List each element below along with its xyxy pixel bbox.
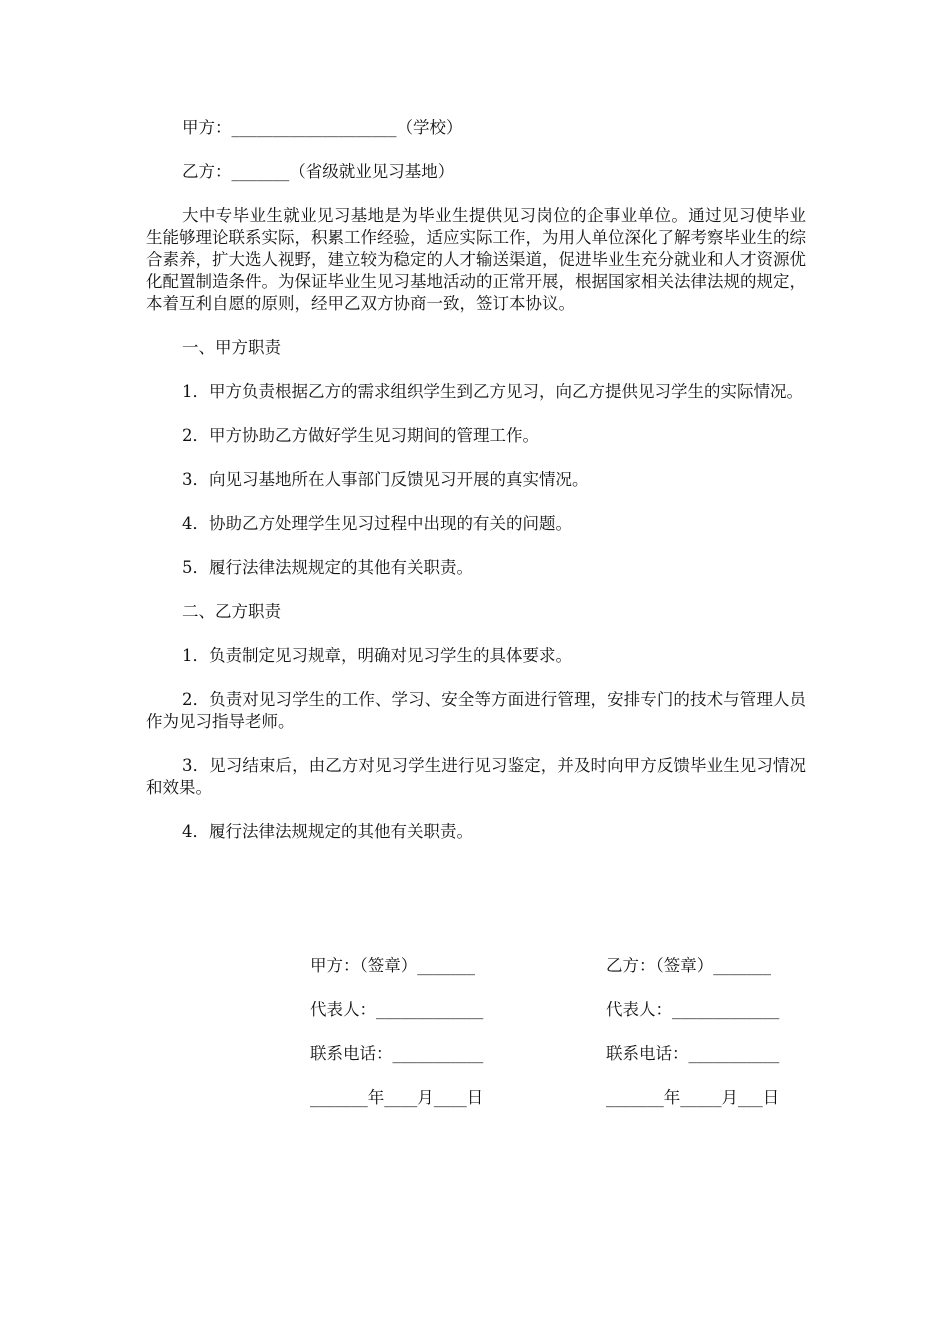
party-b-line: 乙方：_______（省级就业见习基地） — [182, 162, 455, 181]
party-b-representative-field: 代表人：_____________ — [606, 1000, 780, 1019]
party-a-representative-field: 代表人：_____________ — [310, 1000, 484, 1019]
section-a-item: 4．协助乙方处理学生见习过程中出现的有关的问题。 — [182, 514, 572, 533]
intro-paragraph: 大中专毕业生就业见习基地是为毕业生提供见习岗位的企事业单位。通过见习使毕业生能够理论联系实际，积累工作经验，适应实际工作，为用人单位深化了解考察毕业生的综合素养，扩大选人视野，建立较为稳定的人才输送渠道，促进毕业生充分就业和人才资源优化配置制造条件。为保证毕业生见习基地活动的正常开展，根据国家相关法律法规的规定，本着互利自愿的原则，经甲乙双方协商一致，签订本协议。 — [146, 206, 806, 313]
party-b-seal-field: 乙方：（签章）_______ — [606, 956, 771, 975]
signature-block-party-b — [606, 955, 806, 1131]
section-b-item: 2．负责对见习学生的工作、学习、安全等方面进行管理，安排专门的技术与管理人员作为见习指导老师。 — [146, 690, 806, 731]
signature-block-party-a — [310, 955, 510, 1131]
party-a-phone-field: 联系电话：___________ — [310, 1044, 484, 1063]
section-a-item: 1．甲方负责根据乙方的需求组织学生到乙方见习，向乙方提供见习学生的实际情况。 — [182, 382, 803, 401]
section-b-item: 4．履行法律法规规定的其他有关职责。 — [182, 822, 473, 841]
section-a-title: 一、甲方职责 — [182, 338, 281, 357]
party-b-date-field: _______年_____月___日 — [606, 1088, 780, 1107]
party-a-seal-field: 甲方：（签章）_______ — [310, 956, 475, 975]
section-a-item: 2．甲方协助乙方做好学生见习期间的管理工作。 — [182, 426, 539, 445]
section-a-item: 3．向见习基地所在人事部门反馈见习开展的真实情况。 — [182, 470, 589, 489]
document-body — [146, 117, 806, 865]
party-b-phone-field: 联系电话：___________ — [606, 1044, 780, 1063]
section-b-item: 3．见习结束后，由乙方对见习学生进行见习鉴定，并及时向甲方反馈毕业生见习情况和效果。 — [146, 756, 806, 797]
section-b-item: 1．负责制定见习规章，明确对见习学生的具体要求。 — [182, 646, 572, 665]
section-b-title: 二、乙方职责 — [182, 602, 281, 621]
party-a-date-field: _______年____月____日 — [310, 1088, 484, 1107]
section-a-item: 5．履行法律法规规定的其他有关职责。 — [182, 558, 473, 577]
party-a-line: 甲方：____________________（学校） — [182, 118, 463, 137]
